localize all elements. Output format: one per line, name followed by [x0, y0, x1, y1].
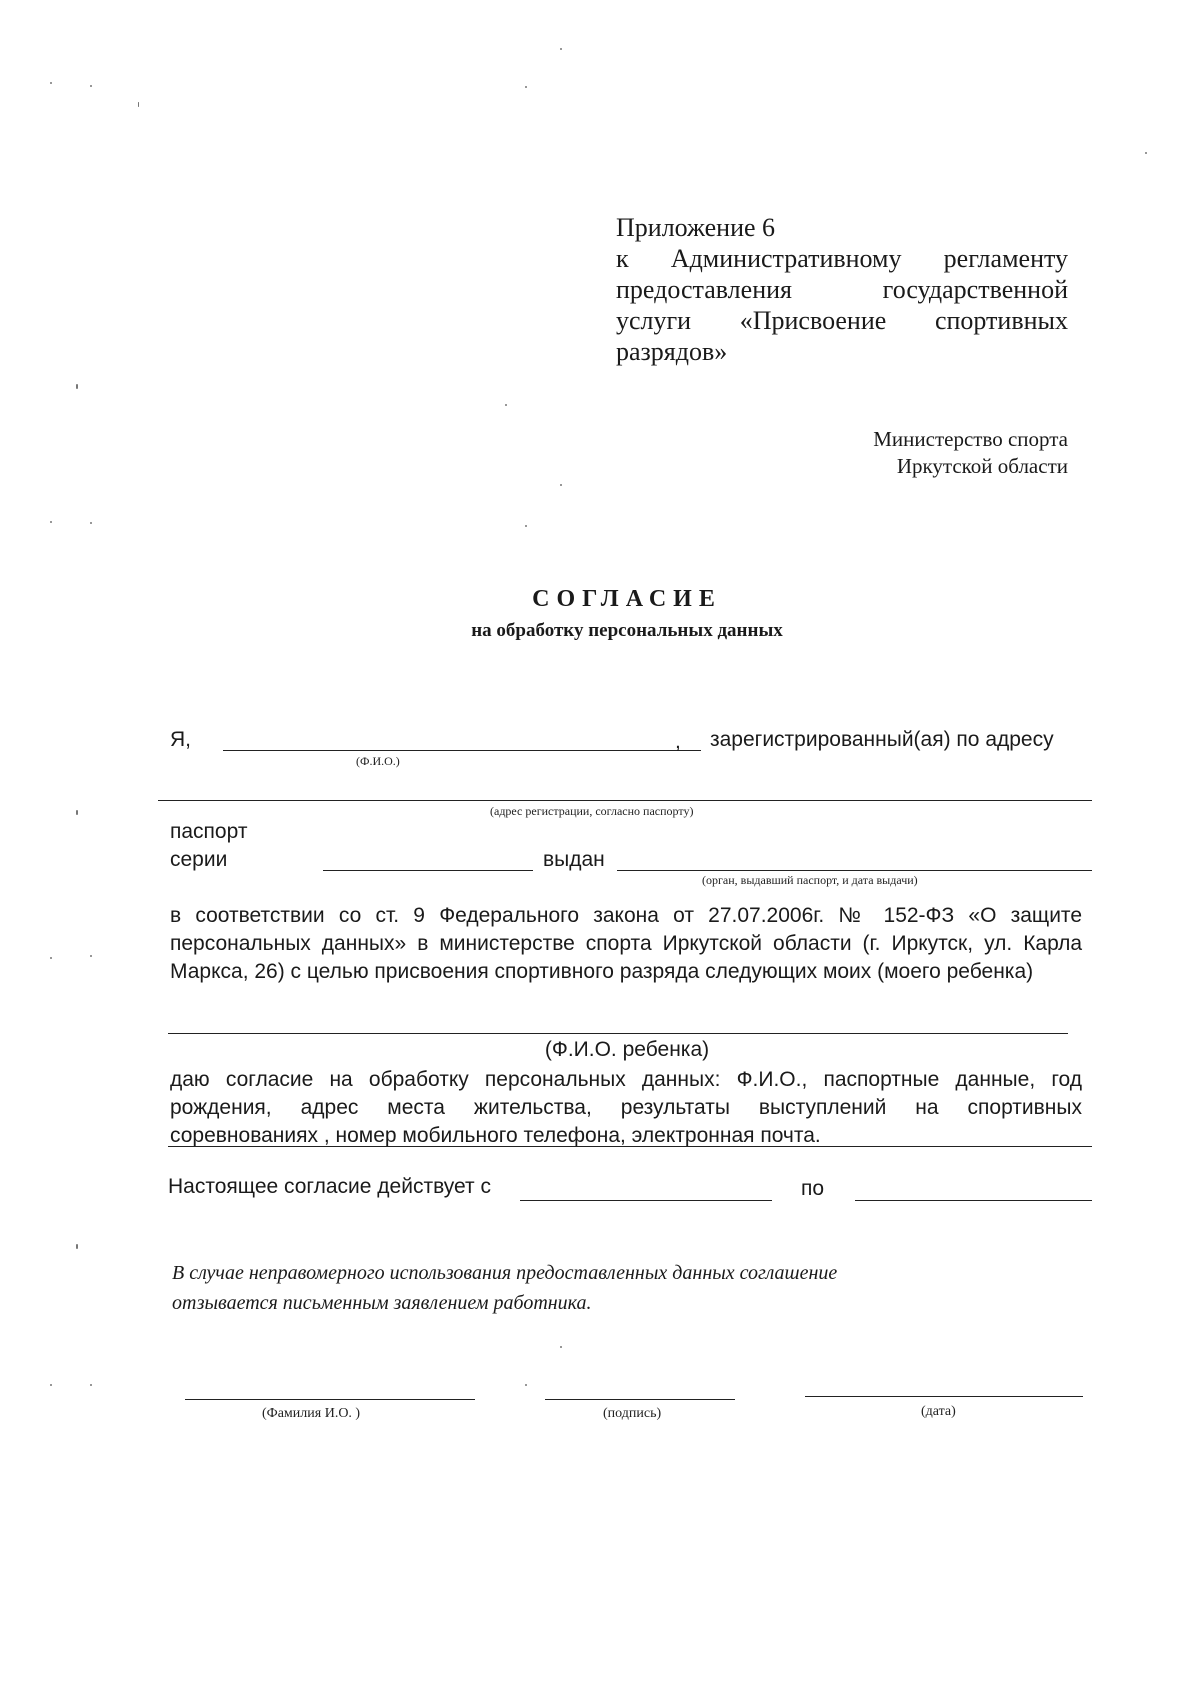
- scan-speck: [505, 404, 507, 406]
- law-paragraph: [170, 902, 1082, 986]
- registered-label: зарегистрированный(ая) по адресу: [710, 728, 1054, 751]
- scan-speck: [50, 1384, 52, 1386]
- scan-speck: [525, 86, 527, 88]
- consent-underline: [168, 1146, 1092, 1147]
- date-caption: (дата): [921, 1404, 956, 1419]
- note-line: В случае неправомерного использования предоставленных данных соглашение: [172, 1262, 838, 1284]
- appendix-line: Приложение 6: [616, 213, 776, 242]
- issued-label: выдан: [543, 848, 605, 871]
- addressee-block: [700, 426, 1068, 480]
- child-fio-field-line[interactable]: [168, 1033, 1068, 1034]
- revocation-note: [172, 1258, 1072, 1318]
- consent-line: рождения, адрес места жительства, результаты выступлений на спортивных: [170, 1096, 1082, 1119]
- series-field-line[interactable]: [323, 870, 533, 871]
- issued-caption: (орган, выдавший паспорт, и дата выдачи): [702, 873, 918, 887]
- name-signature-line[interactable]: [185, 1399, 475, 1400]
- scan-speck: [76, 810, 78, 815]
- appendix-line: услуги «Присвоение спортивных: [616, 306, 1068, 335]
- scan-speck: [1145, 152, 1147, 154]
- scan-speck: [76, 384, 78, 389]
- passport-label: паспорт: [170, 820, 248, 843]
- name-caption: (Фамилия И.О. ): [262, 1406, 361, 1421]
- appendix-line: разрядов»: [616, 337, 728, 366]
- consent-paragraph: [170, 1066, 1082, 1150]
- fio-caption: (Ф.И.О.): [356, 754, 400, 768]
- note-line: отзывается письменным заявлением работника.: [172, 1292, 592, 1314]
- document-subtitle: на обработку персональных данных: [471, 620, 783, 641]
- scan-speck: [50, 82, 52, 84]
- addressee-line: Министерство спорта: [873, 427, 1068, 451]
- date-signature-line[interactable]: [805, 1396, 1083, 1397]
- scan-speck: [90, 85, 92, 87]
- scan-speck: [525, 1384, 527, 1386]
- issued-field-line[interactable]: [617, 870, 1092, 871]
- consent-line: соревнованиях , номер мобильного телефона, электронная почта.: [170, 1124, 821, 1147]
- comma-mark: ,: [675, 730, 681, 753]
- valid-from-label: Настоящее согласие действует с: [168, 1175, 491, 1198]
- i-label: Я,: [170, 728, 191, 751]
- signature-line[interactable]: [545, 1399, 735, 1400]
- fio-field-line[interactable]: [223, 750, 701, 751]
- document-title: СОГЛАСИЕ: [532, 586, 722, 612]
- scan-speck: [138, 102, 139, 107]
- scan-speck: [50, 521, 52, 523]
- consent-line: даю согласие на обработку персональных данных: Ф.И.О., паспортные данные, год: [170, 1068, 1082, 1091]
- valid-from-field-line[interactable]: [520, 1200, 772, 1201]
- child-fio-caption: (Ф.И.О. ребенка): [544, 1038, 710, 1061]
- scan-speck: [525, 525, 527, 527]
- appendix-line: к Административному регламенту: [616, 244, 1068, 273]
- scan-speck: [90, 522, 92, 524]
- scan-speck: [560, 48, 562, 50]
- address-caption: (адрес регистрации, согласно паспорту): [490, 804, 694, 818]
- scan-speck: [90, 1384, 92, 1386]
- scan-speck: [76, 1244, 78, 1249]
- scan-speck: [560, 484, 562, 486]
- law-line: персональных данных» в министерстве спорта Иркутской области (г. Иркутск, ул. Карла: [170, 932, 1082, 955]
- address-field-line[interactable]: [158, 800, 1092, 801]
- scan-speck: [50, 957, 52, 959]
- law-line: Маркса, 26) с целью присвоения спортивного разряда следующих моих (моего ребенка): [170, 960, 1034, 983]
- addressee-line: Иркутской области: [896, 454, 1068, 478]
- valid-to-label: по: [801, 1177, 825, 1200]
- valid-to-field-line[interactable]: [855, 1200, 1092, 1201]
- series-label: серии: [170, 848, 228, 871]
- appendix-line: предоставления государственной: [616, 275, 1068, 304]
- scan-speck: [560, 1346, 562, 1348]
- appendix-header: [616, 212, 1068, 367]
- signature-caption: (подпись): [603, 1406, 662, 1421]
- law-line: в соответствии со ст. 9 Федерального закона от 27.07.2006г. № 152-ФЗ «О защите: [170, 904, 1082, 927]
- scan-speck: [90, 955, 92, 957]
